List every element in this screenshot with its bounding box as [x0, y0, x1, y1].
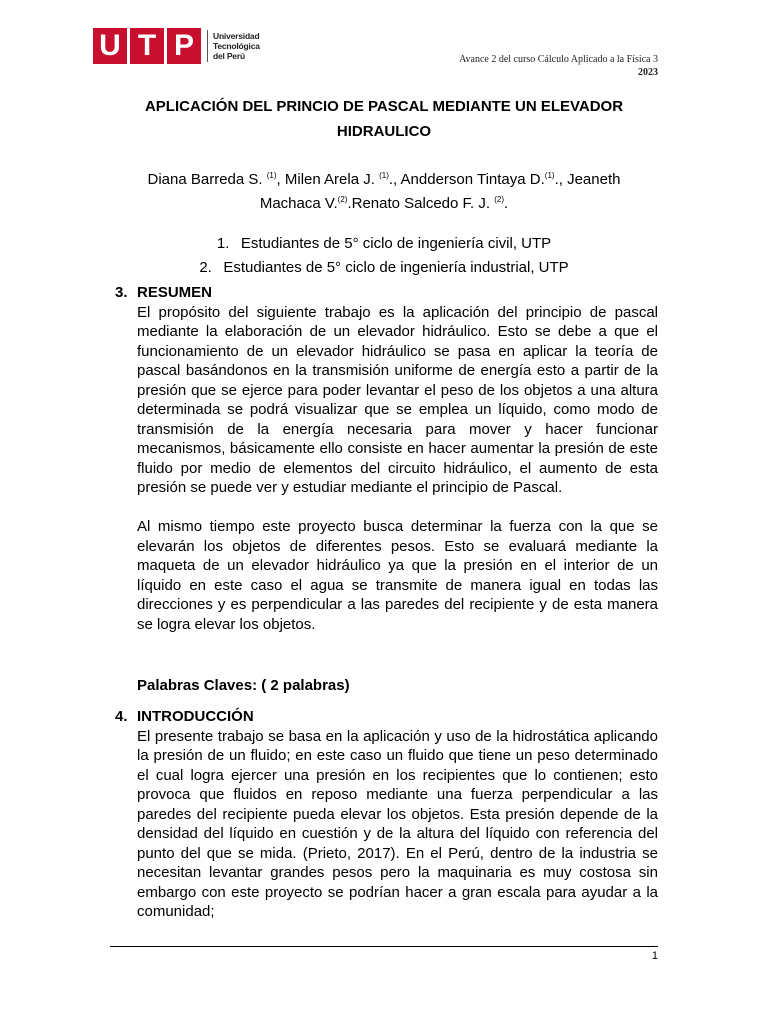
logo-line-1: Universidad	[213, 31, 260, 41]
running-header	[459, 53, 658, 79]
resumen-paragraph-1: El propósito del siguiente trabajo es la aplicación del principio de pascal mediante la elaboración de un elevador hidráulico. Esto se debe a que el funcionamiento de un elevador hidráulico se pasa en aplicar la teoría de pascal basándonos en la transmisión uniforme de energía esto a partir de la presión que se ejerce para poder levantar el peso de los objetos a una altura determinada se podrá visualizar que se emplea un líquido, como modo de transmisión de la energía necesaria para mover y hacer funcionar mecanismos, básicamente ello consiste en hacer aumentar la presión de este fluido por medio de elementos del circuito hidráulico, el aumento de esta presión se puede ver y estudiar mediante el principio de Pascal.	[137, 303, 658, 496]
affiliation-item: 1. Estudiantes de 5° ciclo de ingeniería civil, UTP	[216, 235, 552, 252]
logo-letter-p: P	[167, 28, 201, 64]
logo-divider	[207, 30, 208, 62]
footer-divider	[110, 946, 658, 947]
introduccion-paragraph-1: El presente trabajo se basa en la aplicación y uso de la hidrostática aplicando la presión de un fluido; en este caso un fluido que tiene un peso determinado el cual logra ejercer una presión en los recipientes que lo contienen; esto provoca que fluidos en reposo mediante una fuerza perpendicular a las paredes del recipiente pueda elevar los objetos. Esta presión depende de la densidad del líquido en cuestión y de la altura del líquido con referencia del punto del que se mida. (Prieto, 2017). En el Perú, dentro de la industria se necesitan levantar grandes pesos pero la maquinaria es muy costosa sin embargo con este proyecto se podrían hacer a gran escala para ayudar a la comunidad;	[137, 727, 658, 920]
utp-logo	[93, 28, 260, 64]
section-heading: 4. INTRODUCCIÓN	[115, 708, 254, 725]
resumen-section	[115, 283, 658, 634]
paper-title	[110, 94, 658, 144]
affiliation-list	[110, 232, 658, 280]
logo-line-2: Tecnológica	[213, 41, 260, 51]
logo-line-3: del Perú	[213, 51, 245, 61]
author-list	[110, 168, 658, 216]
logo-letter-u: U	[93, 28, 127, 64]
title-line-1: APLICACIÓN DEL PRINCIO DE PASCAL MEDIANTE UN ELEVADOR	[144, 98, 624, 115]
title-line-2: HIDRAULICO	[336, 123, 432, 140]
authors-line-2: Machaca V.$^{(2)}$.Renato Salcedo F. J. $^{(2)}$.	[259, 195, 509, 212]
logo-letter-t: T	[130, 28, 164, 64]
keywords-label: Palabras Claves: ( 2 palabras)	[137, 677, 350, 694]
affiliation-item: 2. Estudiantes de 5° ciclo de ingeniería industrial, UTP	[199, 259, 569, 276]
page-number: 1	[651, 950, 658, 962]
introduccion-section	[115, 707, 658, 922]
utp-logo-mark	[93, 28, 204, 64]
logo-university-name	[213, 31, 260, 61]
header-year: 2023	[638, 67, 658, 78]
section-heading: 3. RESUMEN	[115, 284, 213, 301]
resumen-paragraph-2: Al mismo tiempo este proyecto busca determinar la fuerza con la que se elevarán los objetos de diferentes pesos. Esto se evaluará mediante la maqueta de un elevador hidráulico ya que la presión en el interior de un líquido en este caso el agua se transmite de manera igual en todas las direcciones y es perpendicular a las paredes del recipiente y de esta manera se logra elevar los objetos.	[137, 518, 658, 633]
authors-line-1: Diana Barreda S. $^{(1)}$, Milen Arela J. $^{(1)}$., Andderson Tintaya D.$^{(1)}$., Jeaneth	[147, 171, 621, 188]
course-name: Avance 2 del curso Cálculo Aplicado a la Física 3	[459, 54, 658, 65]
